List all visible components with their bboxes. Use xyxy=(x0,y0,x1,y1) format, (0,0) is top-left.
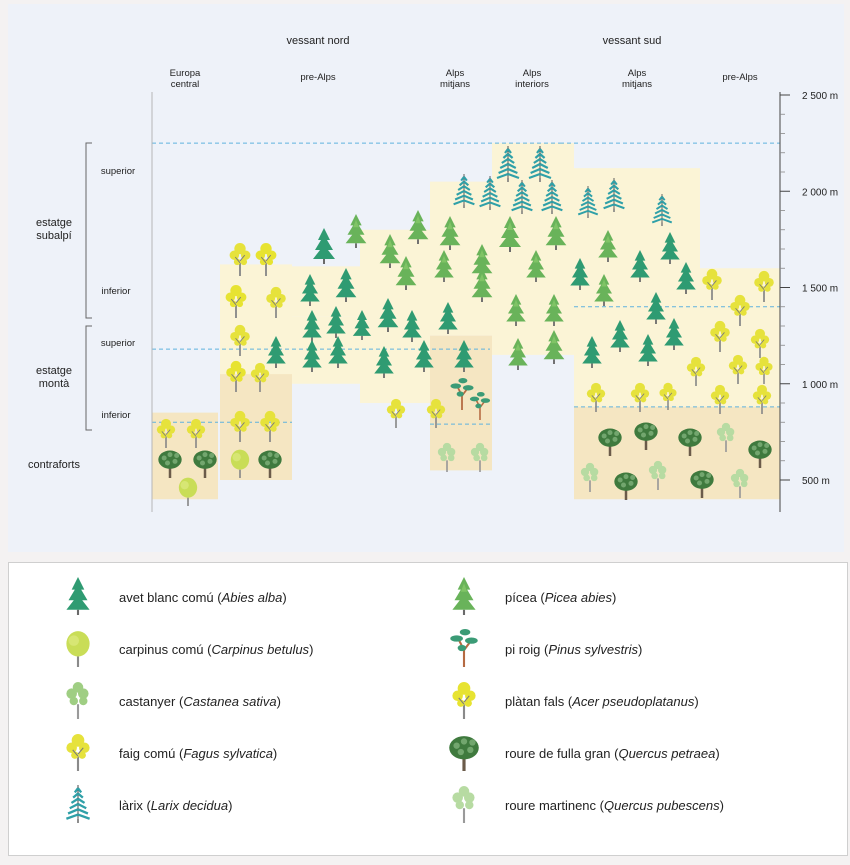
legend-label: plàtan fals (Acer pseudoplatanus) xyxy=(505,693,699,709)
zone-monta-label: estatge montà xyxy=(35,365,73,390)
legend-item-roure-gran xyxy=(445,733,720,773)
legend-label: avet blanc comú (Abies alba) xyxy=(119,589,287,605)
legend-item-larix xyxy=(59,785,232,825)
altitude-tick-label: 1 000 m xyxy=(802,379,839,391)
legend-item-avet xyxy=(59,577,287,617)
faig-tree-icon xyxy=(387,399,405,428)
subzone-inferior-label: inferior xyxy=(101,410,131,421)
south-slope-label: vessant sud xyxy=(602,35,662,47)
avet-tree-icon xyxy=(313,228,335,264)
vegetation-band xyxy=(292,316,360,383)
vegetation-band xyxy=(220,374,292,480)
avet-icon xyxy=(59,577,97,617)
legend-label: castanyer (Castanea sativa) xyxy=(119,693,281,709)
subzone-inferior-label: inferior xyxy=(101,286,131,297)
roure-mart-icon xyxy=(445,785,483,825)
altitude-tick-label: 2 000 m xyxy=(802,187,839,199)
column-label: Alps mitjans xyxy=(439,68,471,90)
legend-item-carpinus xyxy=(59,629,313,669)
platan-icon xyxy=(445,681,483,721)
faig-icon xyxy=(59,733,97,773)
column-label: pre-Alps xyxy=(722,72,758,83)
pi-roig-icon xyxy=(445,629,483,669)
column-label: Europa central xyxy=(169,68,201,90)
legend-item-faig xyxy=(59,733,277,773)
valley-cutout xyxy=(292,384,360,480)
legend-item-pi-roig xyxy=(445,629,642,669)
legend-label: làrix (Larix decidua) xyxy=(119,797,233,813)
subzone-superior-label: superior xyxy=(100,166,136,177)
legend-item-roure-mart xyxy=(445,785,724,825)
zone-bracket xyxy=(86,143,92,318)
altitude-tick-label: 500 m xyxy=(802,476,830,487)
legend-panel xyxy=(8,562,848,856)
altitude-tick-label: 2 500 m xyxy=(802,91,839,102)
legend-label: roure de fulla gran (Quercus petraea) xyxy=(505,745,720,761)
picea-tree-icon xyxy=(408,210,429,244)
zone-bracket xyxy=(86,326,92,430)
castanyer-icon xyxy=(59,681,97,721)
legend-label: roure martinenc (Quercus pubescens) xyxy=(505,797,724,813)
north-slope-label: vessant nord xyxy=(286,35,350,47)
column-label: Alps interiors xyxy=(515,68,549,90)
altitude-tick-label: 1 500 m xyxy=(802,283,839,295)
legend-item-platan xyxy=(445,681,699,721)
vegetation-band xyxy=(574,407,700,499)
legend-label: pi roig (Pinus sylvestris) xyxy=(505,641,643,657)
column-label: Alps mitjans xyxy=(621,68,653,90)
larix-icon xyxy=(59,785,97,825)
subzone-superior-label: superior xyxy=(100,338,136,349)
roure-gran-icon xyxy=(445,733,483,773)
altitude-axis xyxy=(780,91,838,512)
legend-label: faig comú (Fagus sylvatica) xyxy=(119,745,278,761)
legend-item-castanyer xyxy=(59,681,281,721)
carpinus-icon xyxy=(59,629,97,669)
zone-contraforts-label: contraforts xyxy=(28,459,80,471)
legend-label: pícea (Picea abies) xyxy=(505,589,617,605)
zone-subalpi-label: estatge subalpí xyxy=(35,217,73,242)
column-label: pre-Alps xyxy=(300,72,336,83)
picea-icon xyxy=(445,577,483,617)
legend-label: carpinus comú (Carpinus betulus) xyxy=(119,641,314,657)
carpinus-tree-icon xyxy=(179,478,197,506)
legend-item-picea xyxy=(445,577,616,617)
